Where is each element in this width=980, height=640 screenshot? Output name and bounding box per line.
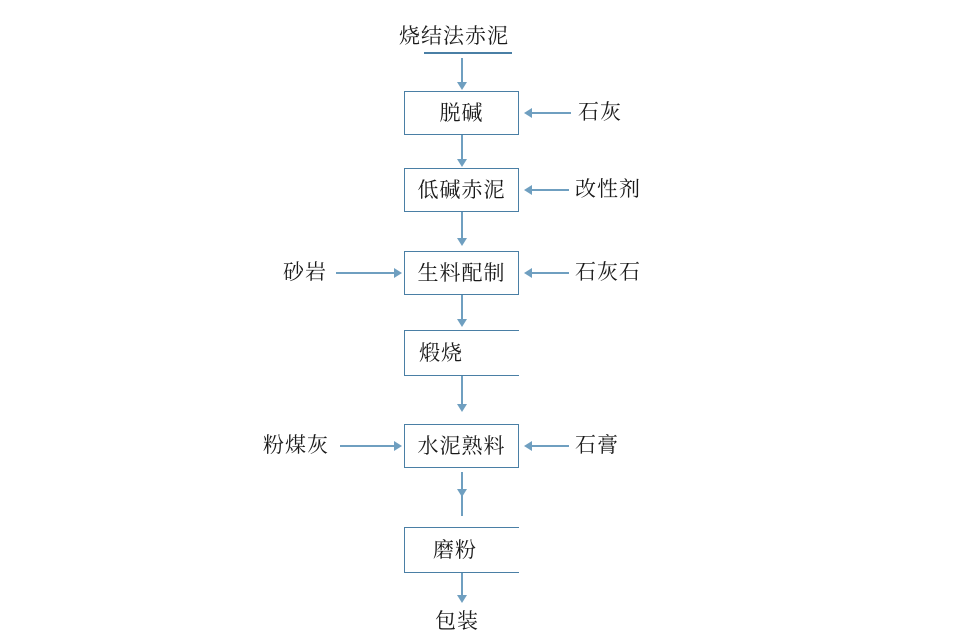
connector-line-gaixingji [531, 189, 569, 191]
input-label-fenmeihui: 粉煤灰 [263, 433, 329, 457]
connector-line-shihui [531, 112, 571, 114]
connector-arrow-node4-to-node5 [457, 404, 467, 412]
connector-arrow-title-to-node1 [457, 82, 467, 90]
input-label-shihui: 石灰 [578, 100, 622, 124]
process-node-label: 磨粉 [433, 537, 477, 562]
connector-line-shihuishi [531, 272, 569, 274]
input-label-gaixingji: 改性剂 [575, 177, 641, 201]
connector-arrow-shihuishi [524, 268, 532, 278]
process-node-label: 低碱赤泥 [417, 177, 506, 202]
title-underline [424, 52, 512, 54]
connector-line-shigao [531, 445, 569, 447]
process-node-label: 生料配制 [417, 260, 506, 285]
process-node-duanshao [404, 330, 519, 376]
connector-arrow-fenmeihui [394, 441, 402, 451]
connector-arrow-node6-to-end [457, 595, 467, 603]
connector-arrow-shayan [394, 268, 402, 278]
input-label-shihuishi: 石灰石 [575, 260, 641, 284]
connector-arrow-node2-to-node3 [457, 238, 467, 246]
end-node-baozhuang: 包装 [435, 609, 479, 633]
input-label-shigao: 石膏 [575, 433, 619, 457]
process-node-label: 水泥熟料 [417, 433, 506, 458]
diagram-title: 烧结法赤泥 [399, 24, 509, 48]
connector-arrow-shigao [524, 441, 532, 451]
process-node-mofen [404, 527, 519, 573]
process-node-shengliao-peizhi [404, 251, 519, 295]
connector-arrow-gaixingji [524, 185, 532, 195]
connector-arrow-shihui [524, 108, 532, 118]
process-node-dijian-chini [404, 168, 519, 212]
input-label-shayan: 砂岩 [283, 260, 327, 284]
connector-arrow-node3-to-node4 [457, 319, 467, 327]
process-node-dejian [404, 91, 519, 135]
process-node-label: 脱碱 [439, 100, 484, 125]
connector-arrow-node1-to-node2 [457, 159, 467, 167]
process-node-label: 煅烧 [419, 340, 463, 365]
connector-line-fenmeihui [340, 445, 396, 447]
process-node-shuini-shuliao [404, 424, 519, 468]
connector-line-shayan [336, 272, 396, 274]
connector-arrow-node5-to-node6 [457, 489, 467, 497]
